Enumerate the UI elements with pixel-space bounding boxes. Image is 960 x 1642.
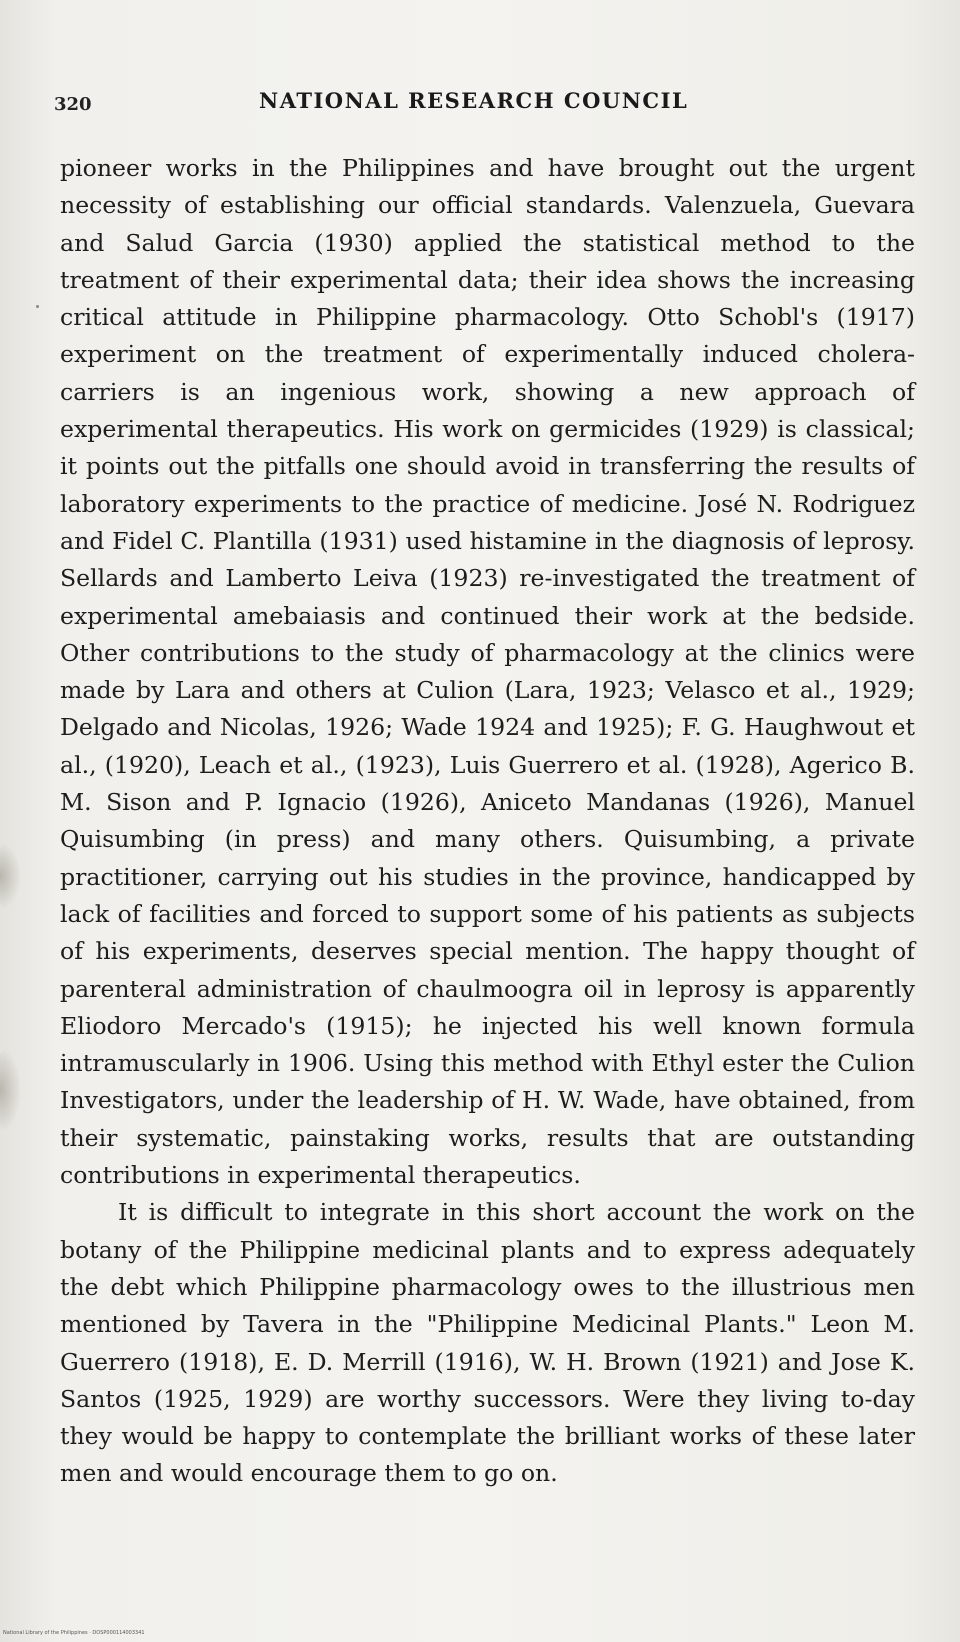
paragraph-1: pioneer works in the Philippines and have brought out the urgent necessity of establishing our official standards. Valenzuela, Guevara and Salud Garcia (1930) applied the statistical method to the treatment of their experimental data; their idea shows the increasing critical attitude in Philippine pharmacology. Otto Schobl's (1917) experiment on the treatment of experimentally induced cholera-carriers is an ingenious work, showing a new approach of experimental therapeutics. His work on germicides (1929) is classical; it points out the pitfalls one should avoid in transferring the results of laboratory experiments to the practice of medicine. José N. Rodriguez and Fidel C. Plantilla (1931) used histamine in the diagnosis of leprosy. Sellards and Lamberto Leiva (1923) re-investigated the treatment of experimental amebaiasis and continued their work at the bedside. Other contributions to the study of pharmacology at the clinics were made by Lara and others at Culion (Lara, 1923; Velasco et al., 1929; Delgado and Nicolas, 1926; Wade 1924 and 1925); F. G. Haughwout et al., (1920), Leach et al., (1923), Luis Guerrero et al. (1928), Agerico B. M. Sison and P. Ignacio (1926), Aniceto Mandanas (1926), Manuel Quisumbing (in press) and many others. Quisumbing, a private practitioner, carrying out his studies in the province, handicapped by lack of facilities and forced to support some of his patients as subjects of his experiments, deserves special mention. The happy thought of parenteral administration of chaulmoogra oil in leprosy is apparently Eliodoro Mercado's (1915); he injected his well known formula intramuscularly in 1906. Using this method with Ethyl ester the Culion Investigators, under the leadership of H. W. Wade, have obtained, from their systematic, painstaking works, results that are outstanding contributions in experimental therapeutics. [60,154,915,1190]
paragraph-2: It is difficult to integrate in this short account the work on the botany of the Philippine medicinal plants and to express adequately the debt which Philippine pharmacology owes to the illustrious men mentioned by Tavera in the "Philippine Medicinal Plants." Leon M. Guerrero (1918), E. D. Merrill (1916), W. H. Brown (1921) and Jose K. Santos (1925, 1929) are worthy successors. Were they living to-day they would be happy to contemplate the brilliant works of these later men and would encourage them to go on. [60,1198,915,1488]
running-head: NATIONAL RESEARCH COUNCIL [259,88,689,113]
page-number: 320 [54,94,92,115]
page-header [54,88,914,128]
scan-credit-footer: National Library of the Philippines · DOSP000114003341 [3,1630,145,1636]
margin-bleed-mark [0,1050,20,1130]
margin-bleed-mark [0,844,20,908]
body-text [60,150,915,1493]
scan-speck [36,305,39,308]
